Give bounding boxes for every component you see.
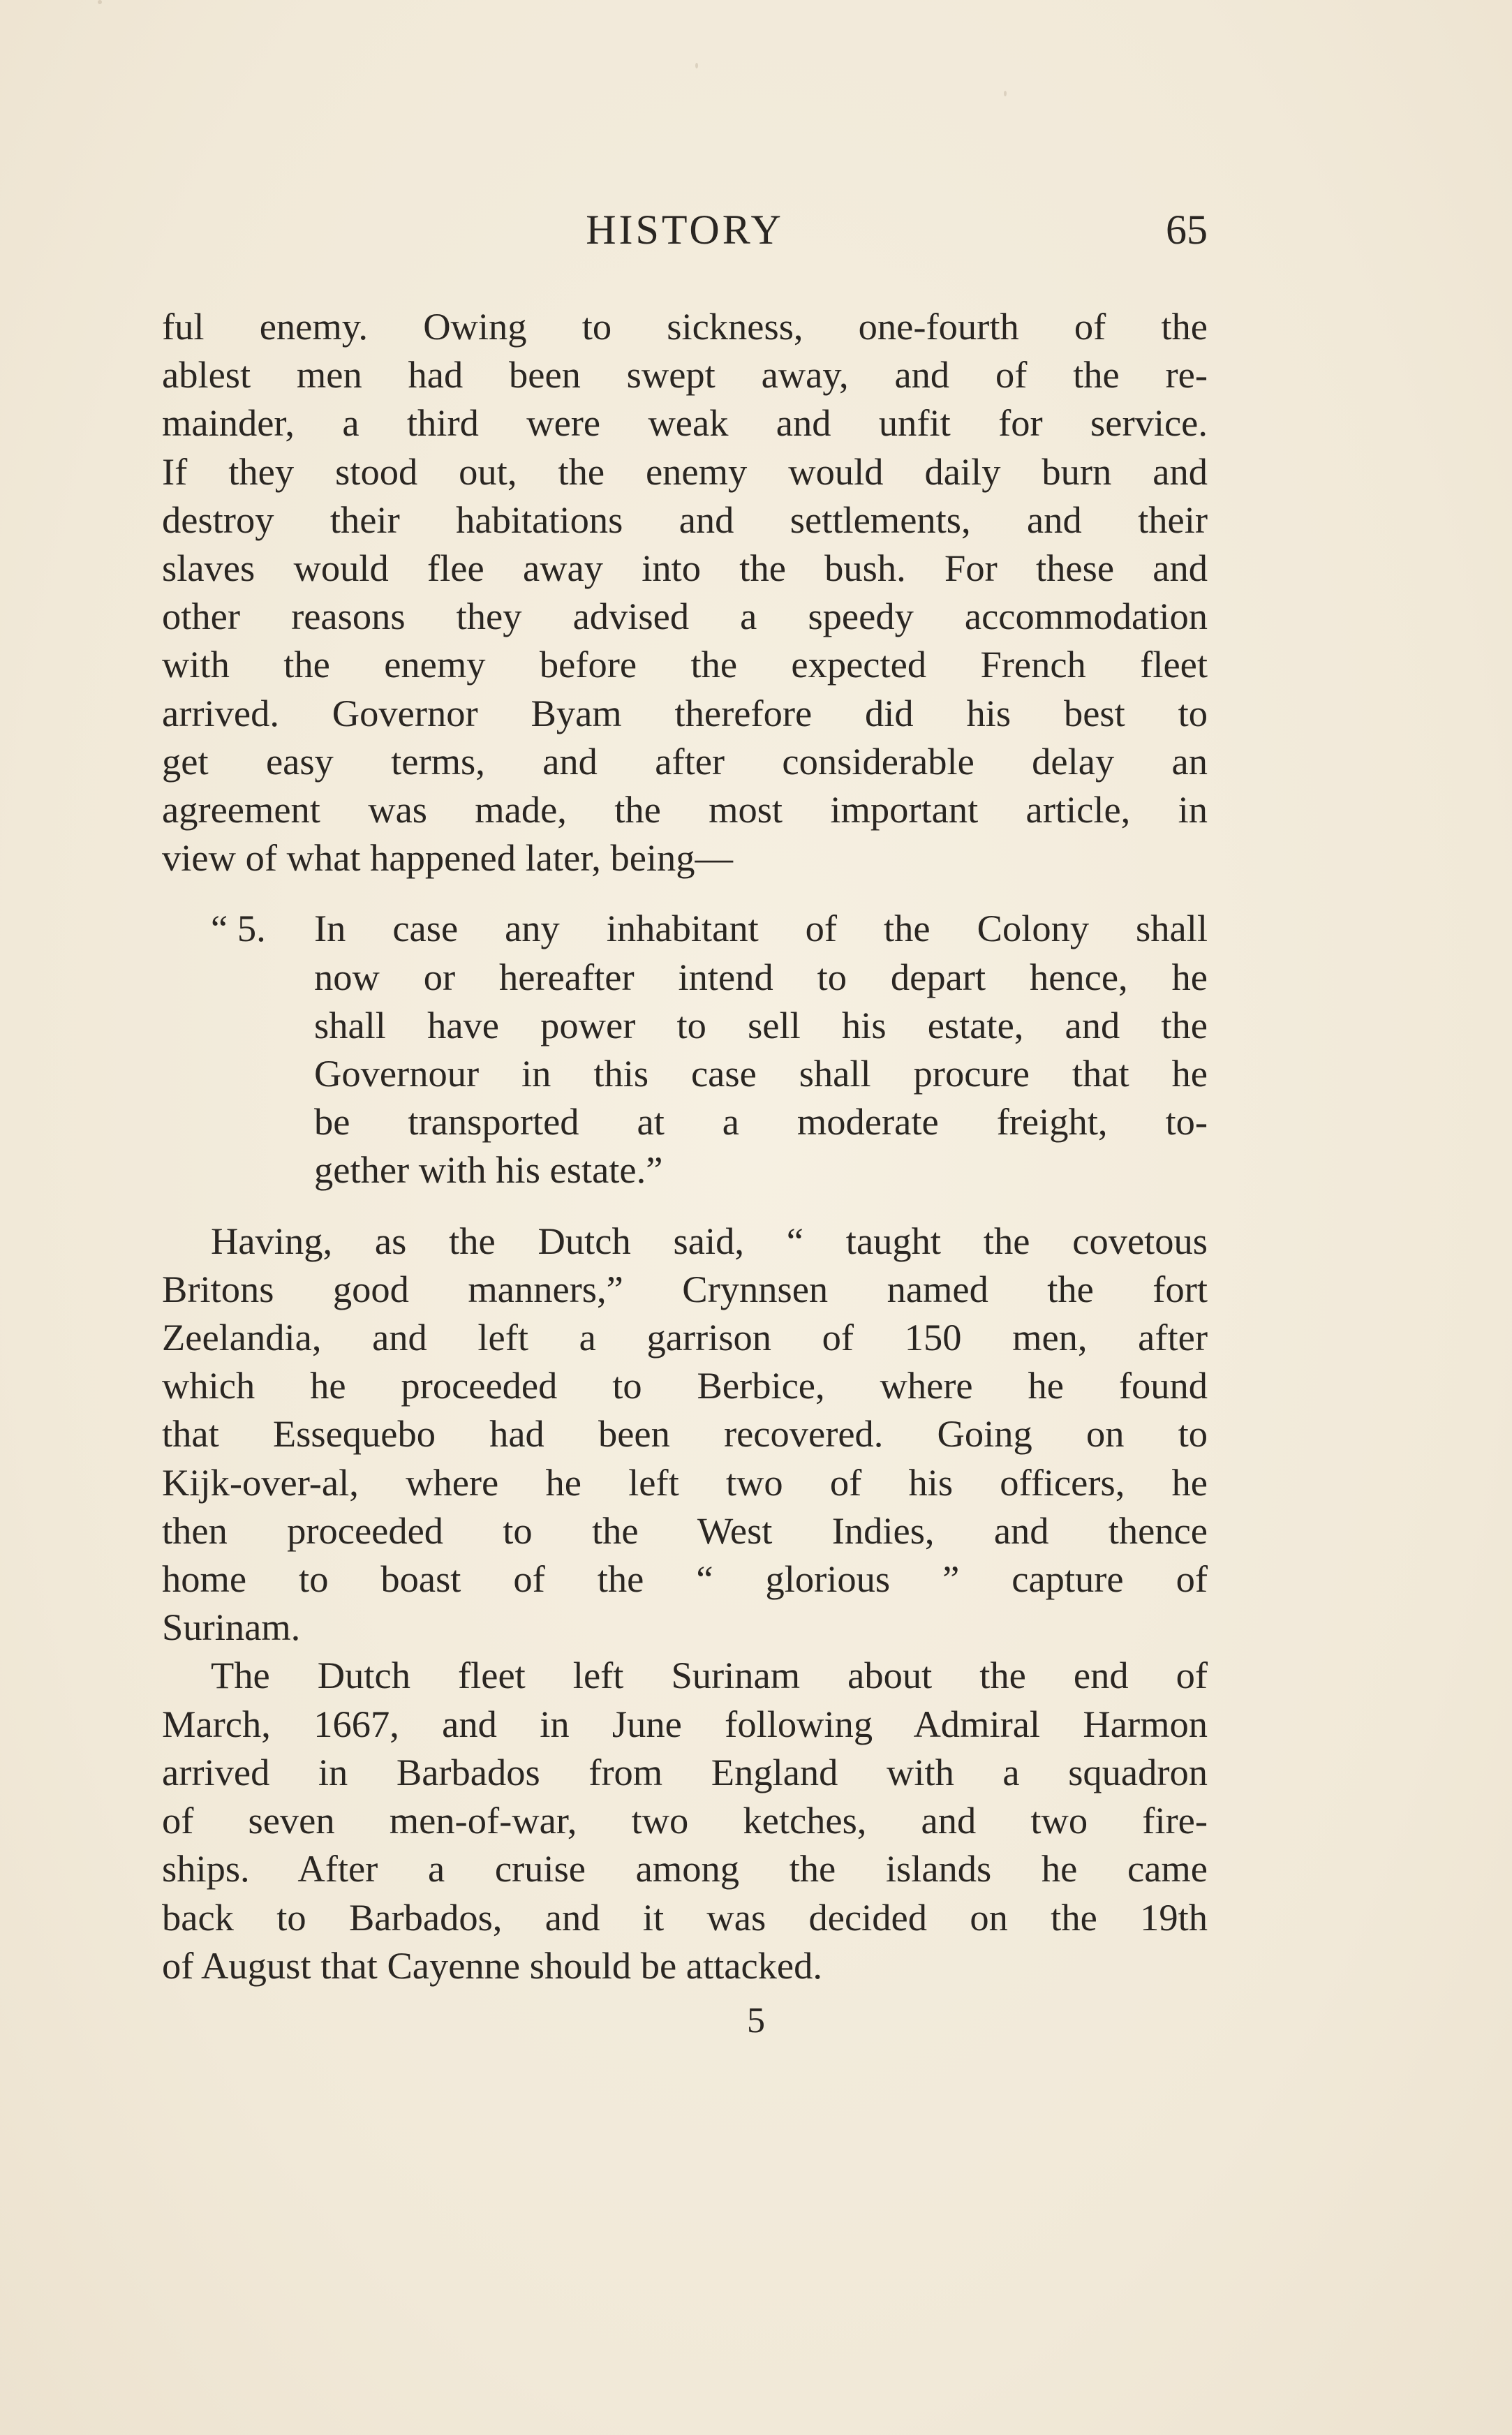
text-line: Having, as the Dutch said, “ taught the covetous	[211, 1219, 1208, 1262]
paragraph-2	[162, 1217, 1208, 1652]
text-line: ablest men had been swept away, and of the re-	[162, 353, 1208, 397]
text-line: be transported at a moderate freight, to-	[314, 1100, 1208, 1144]
paper-speck	[695, 63, 698, 68]
text-line: If they stood out, the enemy would daily burn and	[162, 450, 1208, 493]
text-line: Kijk-over-al, where he left two of his officers, he	[162, 1460, 1208, 1504]
text-line: In case any inhabitant of the Colony shall	[314, 907, 1208, 950]
paragraph-1	[162, 302, 1208, 882]
paper-speck	[1004, 91, 1007, 96]
text-line: ships. After a cruise among the islands he came	[162, 1847, 1208, 1890]
block-quote	[162, 904, 1208, 1194]
quote-first-line	[162, 904, 1208, 952]
text-line: arrived in Barbados from England with a squadron	[162, 1750, 1208, 1793]
running-head: HISTORY	[586, 207, 784, 253]
signature-mark: 5	[747, 2001, 765, 2041]
text-line: Surinam.	[162, 1606, 301, 1649]
paragraph-3	[162, 1651, 1208, 1989]
text-line: shall have power to sell his estate, and the	[314, 1003, 1208, 1046]
text-line: The Dutch fleet left Surinam about the end of	[211, 1654, 1208, 1697]
paper-speck	[98, 0, 102, 4]
body-text	[162, 302, 1208, 1990]
text-line: get easy terms, and after considerable delay an	[162, 739, 1208, 783]
page-header	[162, 206, 1208, 262]
page-number: 65	[1166, 207, 1208, 253]
text-line: other reasons they advised a speedy accommodation	[162, 595, 1208, 638]
text-line: with the enemy before the expected French fleet	[162, 643, 1208, 686]
text-line: which he proceeded to Berbice, where he found	[162, 1364, 1208, 1407]
text-line: slaves would flee away into the bush. For these and	[162, 547, 1208, 590]
text-line: home to boast of the “ glorious ” capture of	[162, 1557, 1208, 1601]
text-line: of seven men-of-war, two ketches, and two fire-	[162, 1799, 1208, 1842]
text-line: now or hereafter intend to depart hence, he	[314, 955, 1208, 998]
text-line: gether with his estate.”	[314, 1148, 663, 1192]
text-line: destroy their habitations and settlements, and their	[162, 498, 1208, 541]
text-line: arrived. Governor Byam therefore did his best to	[162, 691, 1208, 734]
text-line: agreement was made, the most important article, in	[162, 788, 1208, 831]
text-line: of August that Cayenne should be attacked.	[162, 1944, 822, 1987]
text-line: Britons good manners,” Crynnsen named the fort	[162, 1267, 1208, 1310]
quote-lines	[162, 953, 1208, 1194]
text-line: then proceeded to the West Indies, and thence	[162, 1509, 1208, 1552]
text-line: back to Barbados, and it was decided on the 19th	[162, 1895, 1208, 1939]
text-line: Governour in this case shall procure that he	[314, 1052, 1208, 1095]
quote-marker: “ 5.	[211, 907, 266, 950]
text-line: Zeelandia, and left a garrison of 150 men, after	[162, 1316, 1208, 1359]
text-line: that Essequebo had been recovered. Going on to	[162, 1412, 1208, 1456]
text-line: ful enemy. Owing to sickness, one-fourth of the	[162, 305, 1208, 348]
text-line: mainder, a third were weak and unfit for service.	[162, 401, 1208, 445]
text-line: March, 1667, and in June following Admiral Harmon	[162, 1702, 1208, 1745]
text-line: view of what happened later, being—	[162, 836, 734, 880]
